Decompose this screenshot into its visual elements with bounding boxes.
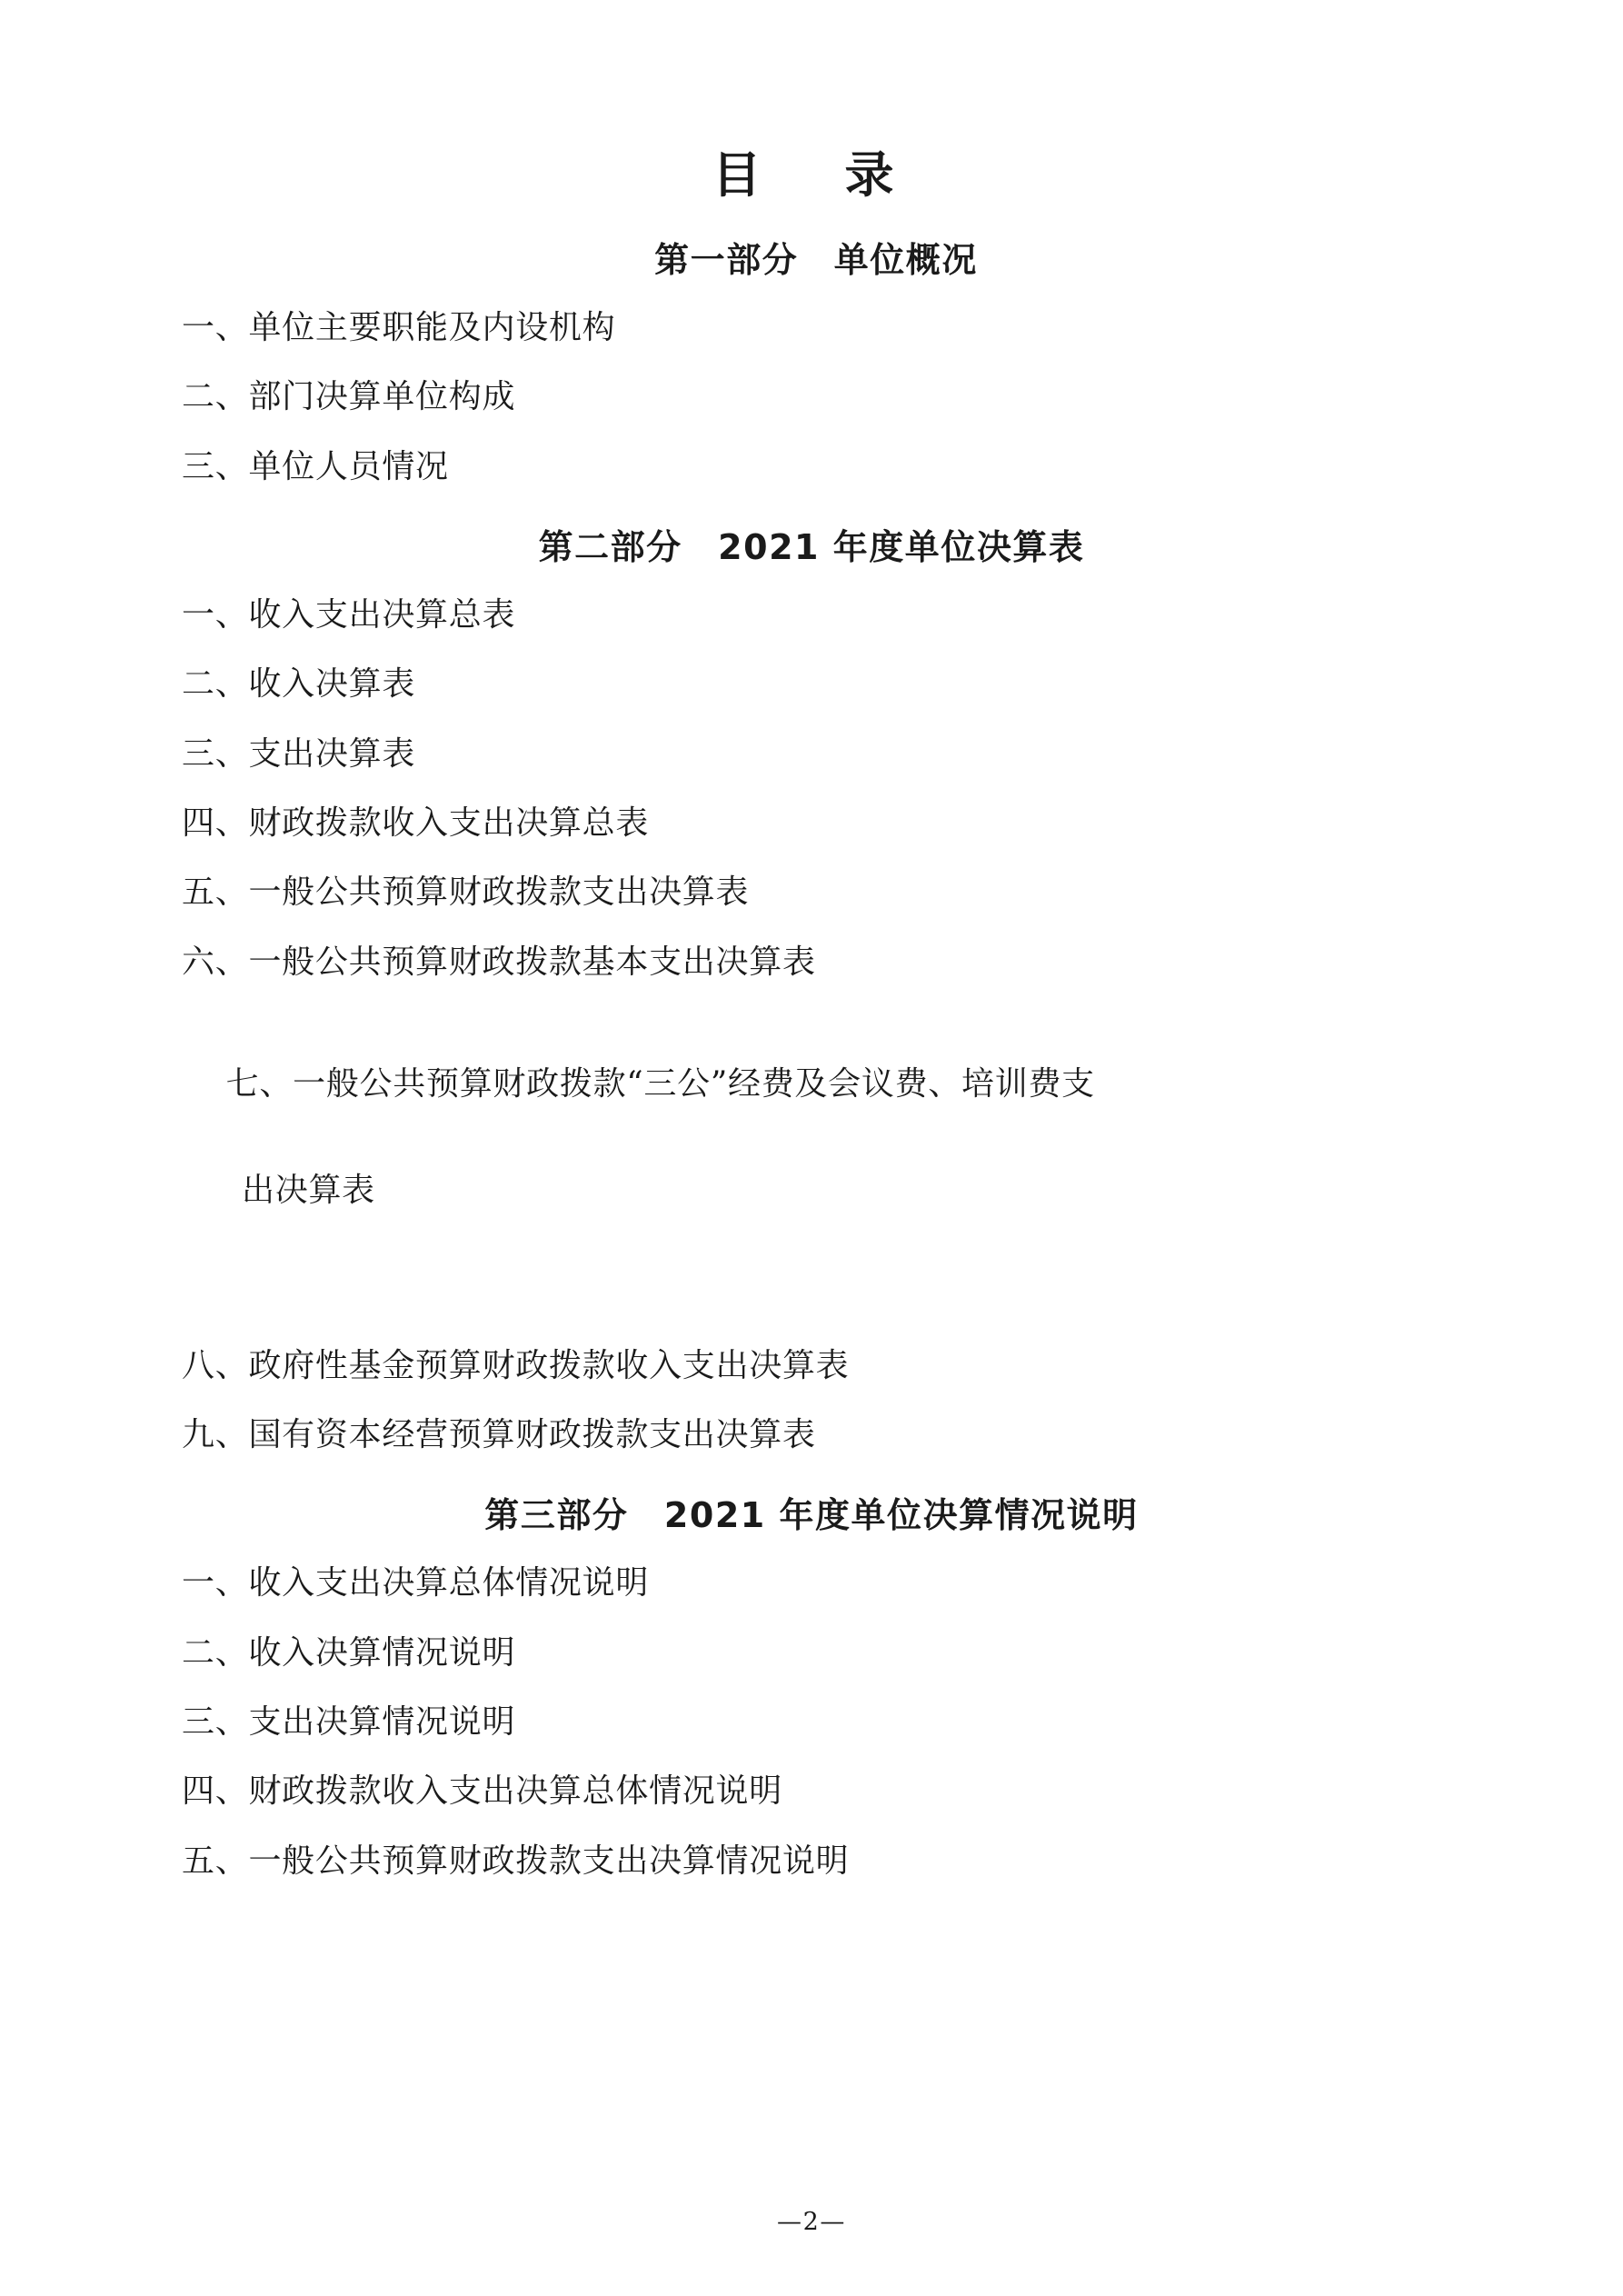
toc-entry <box>154 936 1469 989</box>
toc-entry-text-continuation: 出决算表 <box>242 1171 375 1209</box>
toc-entry <box>154 1557 1469 1610</box>
toc-entry <box>154 1835 1469 1888</box>
toc-entry <box>154 1340 1469 1393</box>
toc-entry <box>154 866 1469 919</box>
toc-entry <box>154 797 1469 850</box>
toc-entry <box>154 1627 1469 1680</box>
section-heading-part-1: 第一部分 单位概况 <box>654 240 978 280</box>
toc-entry-text: 三、支出决算情况说明 <box>182 1702 516 1741</box>
toc-entry-text: 一、收入支出决算总体情况说明 <box>182 1564 650 1602</box>
toc-entry-text: 三、支出决算表 <box>182 734 416 773</box>
toc-entry-text: 八、政府性基金预算财政拨款收入支出决算表 <box>182 1346 850 1384</box>
section-heading-part-2: 第二部分 2021 年度单位决算表 <box>538 526 1085 567</box>
toc-entry-text: 九、国有资本经营预算财政拨款支出决算表 <box>182 1416 816 1453</box>
toc-entry <box>154 302 1469 354</box>
toc-entry <box>154 371 1469 424</box>
toc-entry-text: 七、一般公共预算财政拨款“三公”经费及会议费、培训费支 <box>225 1065 1095 1103</box>
toc-entry-text: 一、收入支出决算总表 <box>182 595 516 634</box>
page-number: —2— <box>776 2208 847 2236</box>
toc-entry-text: 六、一般公共预算财政拨款基本支出决算表 <box>182 943 816 981</box>
page-title: 目 录 <box>712 145 911 204</box>
section-heading-part-3: 第三部分 2021 年度单位决算情况说明 <box>484 1495 1139 1536</box>
toc-entry-text: 三、单位人员情况 <box>182 447 449 485</box>
toc-entry-text: 一、单位主要职能及内设机构 <box>182 309 616 346</box>
toc-entry <box>154 658 1469 711</box>
toc-entry <box>154 441 1469 494</box>
toc-entry-text: 五、一般公共预算财政拨款支出决算表 <box>182 873 750 912</box>
toc-entry <box>154 1696 1469 1749</box>
toc-entry-text: 四、财政拨款收入支出决算总体情况说明 <box>182 1772 782 1811</box>
toc-entry <box>154 589 1469 642</box>
toc-entry-text: 二、收入决算表 <box>182 665 416 704</box>
toc-entry <box>154 1409 1469 1462</box>
toc-entry <box>154 1765 1469 1818</box>
toc-entry-text: 二、部门决算单位构成 <box>182 378 516 416</box>
toc-entry <box>154 728 1469 781</box>
toc-entry-text: 二、收入决算情况说明 <box>182 1633 516 1672</box>
toc-entry <box>154 1005 1469 1323</box>
toc-entry-text: 五、一般公共预算财政拨款支出决算情况说明 <box>182 1842 850 1880</box>
toc-entry-text: 四、财政拨款收入支出决算总表 <box>182 804 650 842</box>
